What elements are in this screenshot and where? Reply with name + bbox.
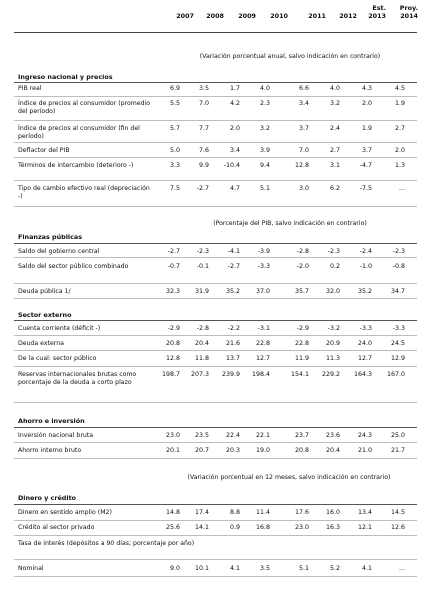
unit-note-2: (Porcentaje del PIB, salvo indicación en contrario)	[213, 220, 367, 227]
cell: 10.1	[194, 565, 209, 572]
cell: 32.3	[165, 288, 180, 295]
cell: 14.8	[165, 509, 180, 516]
year-col-4: 2011	[308, 12, 326, 20]
cell: 17.6	[294, 509, 309, 516]
cell: 3.2	[259, 125, 270, 132]
cell: 12.8	[294, 162, 309, 169]
cell: 7.0	[198, 100, 209, 107]
cell: 3.0	[298, 185, 309, 192]
cell: 13.4	[357, 509, 372, 516]
cell: 35.2	[225, 288, 240, 295]
cell: -2.0	[296, 263, 309, 270]
cell: 20.8	[294, 447, 309, 454]
cell: 3.5	[198, 85, 209, 92]
section-title-2: Finanzas públicas	[18, 233, 83, 241]
cell: 4.1	[229, 565, 240, 572]
cell: 20.1	[165, 447, 180, 454]
cell: 22.8	[255, 340, 270, 347]
row-label: Deuda externa	[18, 340, 64, 347]
section-title-3: Sector externo	[18, 311, 72, 319]
year-col-0: 2007	[176, 12, 194, 20]
cell: -3.3	[392, 325, 405, 332]
row-rule	[14, 335, 417, 336]
cell: 20.3	[225, 447, 240, 454]
cell: 198.4	[251, 371, 270, 378]
cell: 3.7	[361, 147, 372, 154]
cell: 24.5	[390, 340, 405, 347]
row-label: Tasa de interés (depósitos a 90 días; porcentaje por año)	[18, 540, 195, 547]
cell: 16.0	[325, 509, 340, 516]
cell: -1.0	[359, 263, 372, 270]
cell: 4.0	[259, 85, 270, 92]
cell: 32.0	[325, 288, 340, 295]
row-label: PIB real	[18, 85, 42, 92]
row-label: Saldo del gobierno central	[18, 248, 100, 255]
cell: 37.0	[255, 288, 270, 295]
row-rule	[14, 206, 417, 207]
cell: -10.4	[223, 162, 240, 169]
cell: -0.7	[167, 263, 180, 270]
row-rule	[14, 576, 417, 577]
cell: 22.4	[225, 432, 240, 439]
cell: -2.3	[327, 248, 340, 255]
cell: 1.9	[394, 100, 405, 107]
cell: 7.0	[298, 147, 309, 154]
year-col-1: 2008	[206, 12, 224, 20]
cell: 23.7	[294, 432, 309, 439]
row-label: Dinero en sentido amplio (M2)	[18, 509, 112, 516]
cell: 7.7	[198, 125, 209, 132]
cell: 4.2	[229, 100, 240, 107]
row-label: De la cual: sector público	[18, 355, 97, 362]
cell: 229.2	[321, 371, 340, 378]
row-rule	[14, 520, 417, 521]
section-rule-4	[14, 427, 417, 428]
cell: 24.0	[357, 340, 372, 347]
cell: -2.3	[392, 248, 405, 255]
year-col-5: 2012	[339, 12, 357, 20]
section-rule-1	[14, 82, 417, 83]
cell: 6.6	[298, 85, 309, 92]
cell: 207.3	[190, 371, 209, 378]
row-label: Índice de precios al consumidor (fin del período)	[18, 125, 140, 140]
year-col-2: 2009	[238, 12, 256, 20]
row-label: Cuenta corriente (déficit -)	[18, 325, 101, 332]
cell: ...	[398, 185, 405, 192]
cell: 14.1	[194, 524, 209, 531]
cell: 31.9	[194, 288, 209, 295]
row-label: Crédito al sector privado	[18, 524, 95, 531]
cell: 7.6	[198, 147, 209, 154]
row-rule	[14, 298, 417, 299]
cell: 12.8	[165, 355, 180, 362]
cell: 3.4	[298, 100, 309, 107]
cell: -2.2	[227, 325, 240, 332]
section-title-4: Ahorro e inversión	[18, 417, 85, 425]
cell: -2.7	[196, 185, 209, 192]
cell: 5.1	[298, 565, 309, 572]
cell: 11.9	[294, 355, 309, 362]
row-label: Deflactor del PIB	[18, 147, 70, 154]
cell: -2.9	[296, 325, 309, 332]
section-title-5: Dinero y crédito	[18, 494, 77, 502]
cell: 9.9	[198, 162, 209, 169]
cell: 22.8	[294, 340, 309, 347]
row-label: Nominal	[18, 565, 44, 572]
cell: -2.3	[196, 248, 209, 255]
row-rule	[14, 535, 417, 536]
year-header	[0, 0, 433, 30]
row-label: Ahorro interno bruto	[18, 447, 82, 454]
row-label: Índice de precios al consumidor (promedio del período)	[18, 100, 151, 115]
cell: 12.6	[390, 524, 405, 531]
cell: 2.3	[259, 100, 270, 107]
cell: -2.4	[359, 248, 372, 255]
cell: -7.5	[359, 185, 372, 192]
cell: -2.8	[196, 325, 209, 332]
cell: 12.9	[390, 355, 405, 362]
row-rule	[14, 283, 417, 284]
cell: 21.7	[390, 447, 405, 454]
row-label: Saldo del sector público combinado	[18, 263, 129, 270]
cell: -4.1	[227, 248, 240, 255]
cell: 34.7	[390, 288, 405, 295]
cell: -2.7	[227, 263, 240, 270]
row-label: Deuda pública 1/	[18, 288, 71, 295]
header-rule	[14, 32, 417, 33]
cell: 11.3	[325, 355, 340, 362]
row-label: Tipo de cambio efectivo real (depreciación -)	[18, 185, 150, 200]
cell: 2.0	[394, 147, 405, 154]
cell: 12.7	[357, 355, 372, 362]
cell: 4.0	[329, 85, 340, 92]
cell: 23.5	[194, 432, 209, 439]
cell: 7.5	[169, 185, 180, 192]
cell: ...	[398, 565, 405, 572]
section-rule-5	[14, 504, 417, 505]
year-col-7: Proy. 2014	[399, 4, 418, 20]
unit-note-1: (Variación porcentual anual, salvo indicación en contrario)	[199, 53, 381, 60]
row-label: Reservas internacionales brutas como porcentaje de la deuda a corto plazo	[18, 371, 137, 386]
cell: -2.8	[296, 248, 309, 255]
cell: 11.8	[194, 355, 209, 362]
cell: 4.5	[394, 85, 405, 92]
cell: 3.7	[298, 125, 309, 132]
cell: 2.7	[329, 147, 340, 154]
cell: 5.2	[329, 565, 340, 572]
row-rule	[14, 180, 417, 181]
unit-note-3: (Variación porcentual en 12 meses, salvo indicación en contrario)	[187, 474, 391, 481]
cell: 9.0	[169, 565, 180, 572]
row-rule	[14, 402, 417, 403]
row-label: Inversión nacional bruta	[18, 432, 94, 439]
cell: 16.3	[325, 524, 340, 531]
row-rule	[14, 96, 417, 97]
cell: 0.9	[229, 524, 240, 531]
cell: 2.0	[361, 100, 372, 107]
cell: 6.2	[329, 185, 340, 192]
cell: 1.3	[394, 162, 405, 169]
row-rule	[14, 120, 417, 121]
cell: -2.9	[167, 325, 180, 332]
cell: 2.4	[329, 125, 340, 132]
cell: 1.7	[229, 85, 240, 92]
cell: 5.5	[169, 100, 180, 107]
cell: 3.4	[229, 147, 240, 154]
cell: 25.0	[390, 432, 405, 439]
cell: 4.3	[361, 85, 372, 92]
section-rule-2	[14, 243, 417, 244]
cell: -3.9	[257, 248, 270, 255]
cell: 24.3	[357, 432, 372, 439]
cell: 2.0	[229, 125, 240, 132]
cell: 20.8	[165, 340, 180, 347]
cell: 21.6	[225, 340, 240, 347]
cell: 3.5	[259, 565, 270, 572]
cell: 23.0	[165, 432, 180, 439]
cell: 0.2	[329, 263, 340, 270]
cell: -2.7	[167, 248, 180, 255]
cell: 5.1	[259, 185, 270, 192]
cell: 8.8	[229, 509, 240, 516]
cell: 1.9	[361, 125, 372, 132]
cell: 23.6	[325, 432, 340, 439]
cell: 5.0	[169, 147, 180, 154]
cell: 20.7	[194, 447, 209, 454]
cell: 11.4	[255, 509, 270, 516]
cell: 35.2	[357, 288, 372, 295]
cell: 20.4	[194, 340, 209, 347]
cell: 164.3	[353, 371, 372, 378]
cell: 9.4	[259, 162, 270, 169]
cell: -4.7	[359, 162, 372, 169]
cell: 4.7	[229, 185, 240, 192]
cell: 3.1	[329, 162, 340, 169]
cell: 20.9	[325, 340, 340, 347]
cell: 17.4	[194, 509, 209, 516]
cell: 6.9	[169, 85, 180, 92]
cell: 23.0	[294, 524, 309, 531]
cell: 14.5	[390, 509, 405, 516]
cell: 13.7	[225, 355, 240, 362]
cell: 198.7	[161, 371, 180, 378]
cell: -3.3	[359, 325, 372, 332]
cell: -0.1	[196, 263, 209, 270]
section-title-1: Ingreso nacional y precios	[18, 73, 113, 81]
cell: 3.2	[329, 100, 340, 107]
cell: 19.0	[255, 447, 270, 454]
cell: 4.1	[361, 565, 372, 572]
row-rule	[14, 142, 417, 143]
cell: 5.7	[169, 125, 180, 132]
row-rule	[14, 559, 417, 560]
cell: 35.7	[294, 288, 309, 295]
cell: 25.6	[165, 524, 180, 531]
cell: 3.3	[169, 162, 180, 169]
cell: 2.7	[394, 125, 405, 132]
row-rule	[14, 157, 417, 158]
year-col-3: 2010	[270, 12, 288, 20]
cell: 12.1	[357, 524, 372, 531]
cell: 3.9	[259, 147, 270, 154]
row-label: Términos de intercambio (deterioro -)	[18, 162, 134, 169]
year-col-6: Est. 2013	[368, 4, 386, 20]
section-rule-3	[14, 320, 417, 321]
cell: -0.8	[392, 263, 405, 270]
row-rule	[14, 350, 417, 351]
cell: 21.0	[357, 447, 372, 454]
cell: 22.1	[255, 432, 270, 439]
cell: 16.8	[255, 524, 270, 531]
row-rule	[14, 366, 417, 367]
cell: -3.2	[327, 325, 340, 332]
cell: -3.1	[257, 325, 270, 332]
cell: -3.3	[257, 263, 270, 270]
cell: 20.4	[325, 447, 340, 454]
row-rule	[14, 257, 417, 258]
row-rule	[14, 458, 417, 459]
row-rule	[14, 442, 417, 443]
cell: 167.0	[386, 371, 405, 378]
cell: 239.9	[221, 371, 240, 378]
cell: 154.1	[290, 371, 309, 378]
cell: 12.7	[255, 355, 270, 362]
